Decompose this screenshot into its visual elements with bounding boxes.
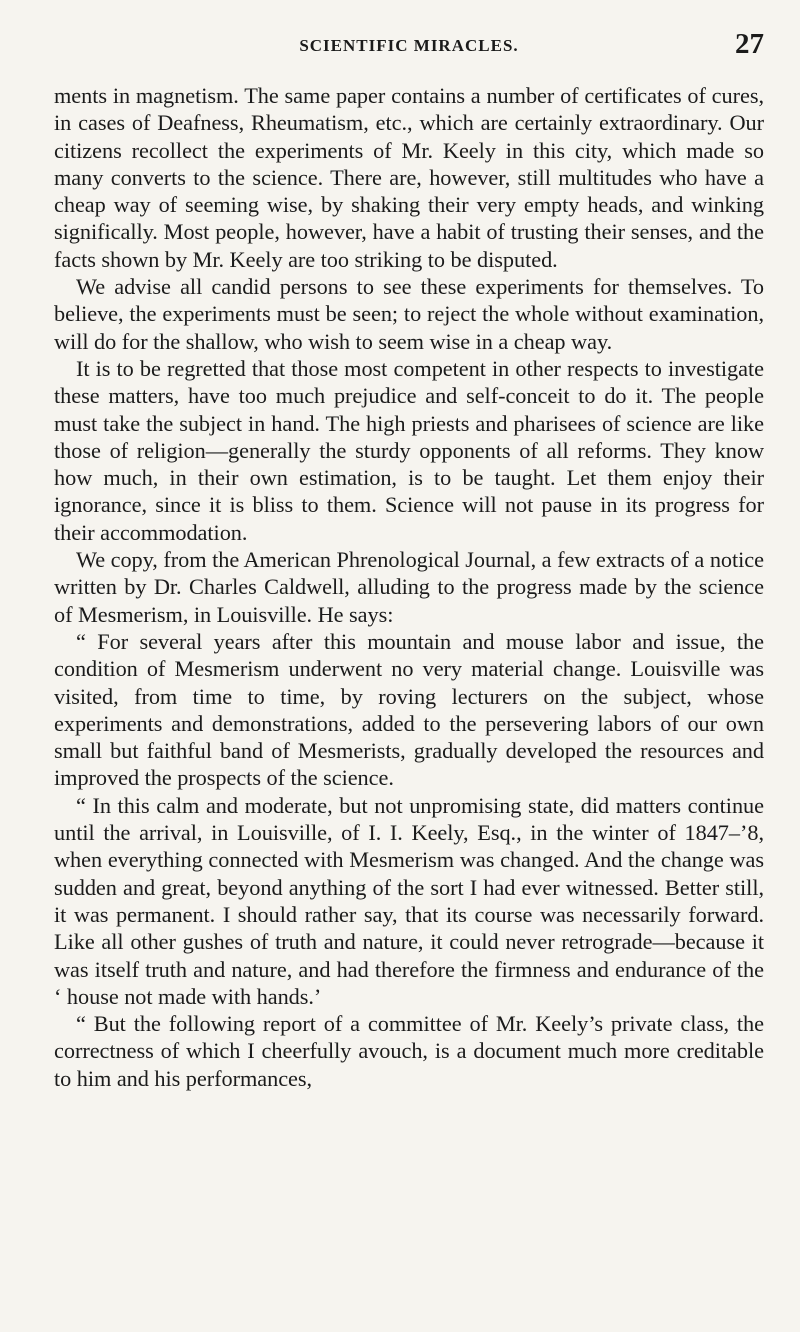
running-title: SCIENTIFIC MIRACLES. <box>299 36 519 55</box>
paragraph: ments in magnetism. The same paper contains a number of certificates of cures, in cases of Deafness, Rheumatism, etc., which are certainly extraordinary. Our citizens recollect the experiments of Mr. Keely in this city, which made so many converts to the science. There are, however, still multitudes who have a cheap way of seeming wise, by shaking their very empty heads, and winking significally. Most people, however, have a habit of trusting their senses, and the facts shown by Mr. Keely are too striking to be disputed. <box>54 83 764 272</box>
paragraph: It is to be regretted that those most competent in other respects to investigate these matters, have too much prejudice and self-conceit to do it. The people must take the subject in hand. The high priests and pharisees of science are like those of religion—generally the sturdy opponents of all reforms. They know how much, in their own estimation, is to be taught. Let them enjoy their ignorance, since it is bliss to them. Science will not pause in its progress for their accommodation. <box>54 355 764 545</box>
running-head <box>54 28 764 82</box>
body-text <box>54 82 764 1092</box>
page-number: 27 <box>735 28 764 60</box>
paragraph: We advise all candid persons to see these experiments for themselves. To believe, the experiments must be seen; to reject the whole without examination, will do for the shallow, who wish to seem wise in a cheap way. <box>54 274 764 354</box>
quoted-paragraph: “ But the following report of a committee of Mr. Keely’s private class, the correctness of which I cheerfully avouch, is a document much more creditable to him and his performances, <box>54 1011 764 1091</box>
paragraph: We copy, from the American Phrenological Journal, a few extracts of a notice written by Dr. Charles Caldwell, alluding to the progress made by the science of Mesmerism, in Louisville. He says: <box>54 547 764 627</box>
quoted-paragraph: “ For several years after this mountain and mouse labor and issue, the condition of Mesmerism underwent no very material change. Louisville was visited, from time to time, by roving lecturers on the subject, whose experiments and demonstrations, added to the persevering labors of our own small but faithful band of Mesmerists, gradually developed the resources and improved the prospects of the science. <box>54 628 764 791</box>
quoted-paragraph: “ In this calm and moderate, but not unpromising state, did matters continue until the arrival, in Louisville, of I. I. Keely, Esq., in the winter of 1847–’8, when everything connected with Mesmerism was changed. And the change was sudden and great, beyond anything of the sort I had ever witnessed. Better still, it was permanent. I should rather say, that its course was necessarily forward. Like all other gushes of truth and nature, it could never retrograde—because it was itself truth and nature, and had therefore the firmness and endurance of the ‘ house not made with hands.’ <box>54 792 764 1009</box>
